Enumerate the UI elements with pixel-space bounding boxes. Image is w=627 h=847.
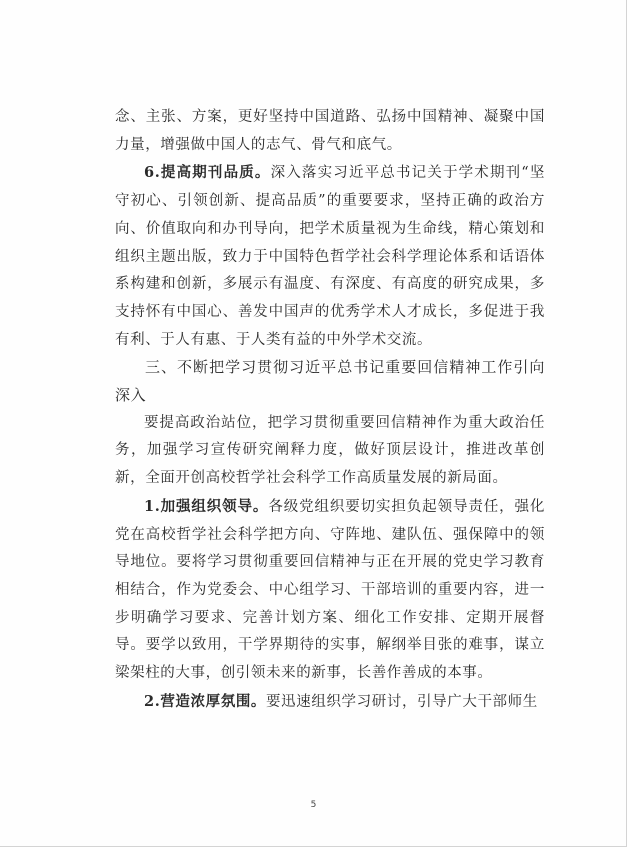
document-body	[115, 104, 545, 716]
paragraph-text: 念、主张、方案，更好坚持中国道路、弘扬中国精神、凝聚中国力量，增强做中国人的志气、骨气和底气。	[115, 109, 545, 153]
paragraph-text: 要提高政治站位，把学习贯彻重要回信精神作为重大政治任务，加强学习宣传研究阐释力度，做好顶层设计，推进改革创新，全面开创高校哲学社会科学工作高质量发展的新局面。	[115, 414, 545, 487]
paragraph-lead: 1.加强组织领导。	[144, 497, 269, 515]
heading-text: 三、不断把学习贯彻习近平总书记重要回信精神工作引向深入	[115, 358, 545, 405]
paragraph-atmosphere	[115, 688, 545, 717]
paragraph-text: 要迅速组织学习研讨，引导广大干部师生	[266, 693, 538, 710]
paragraph-text: 深入落实习近平总书记关于学术期刊“坚守初心、引领创新、提高品质”的重要要求，坚持正确的政治方向、价值取向和办刊导向，把学术质量视为生命线，精心策划和组织主题出版，致力于中国特色哲学社会科学理论体系和话语体系构建和创新，多展示有温度、有深度、有高度的研究成果，多支持怀有中国心、善发中国声的优秀学术人才成长，多促进于我有利、于人有惠、于人类有益的中外学术交流。	[115, 165, 545, 348]
paragraph-continued	[115, 104, 545, 159]
paragraph-journal-quality	[115, 159, 545, 354]
paragraph-leadership	[115, 493, 545, 688]
paragraph-text: 各级党组织要切实担负起领导责任，强化党在高校哲学社会科学把方向、守阵地、建队伍、强保障中的领导地位。要将学习贯彻重要回信精神与正在开展的党史学习教育相结合，作为党委会、中心组学习、干部培训的重要内容，进一步明确学习要求、完善计划方案、细化工作安排、定期开展督导。要学以致用，干学界期待的实事，解纲举目张的难事，谋立梁架柱的大事，创引领未来的新事，长善作善成的本事。	[115, 498, 545, 682]
paragraph-lead: 2.营造浓厚氛围。	[144, 692, 267, 710]
paragraph-lead: 6.提高期刊品质。	[144, 164, 271, 182]
page-number: 5	[310, 800, 317, 810]
paragraph-political-stance	[115, 410, 545, 493]
section-heading-three	[115, 354, 545, 409]
